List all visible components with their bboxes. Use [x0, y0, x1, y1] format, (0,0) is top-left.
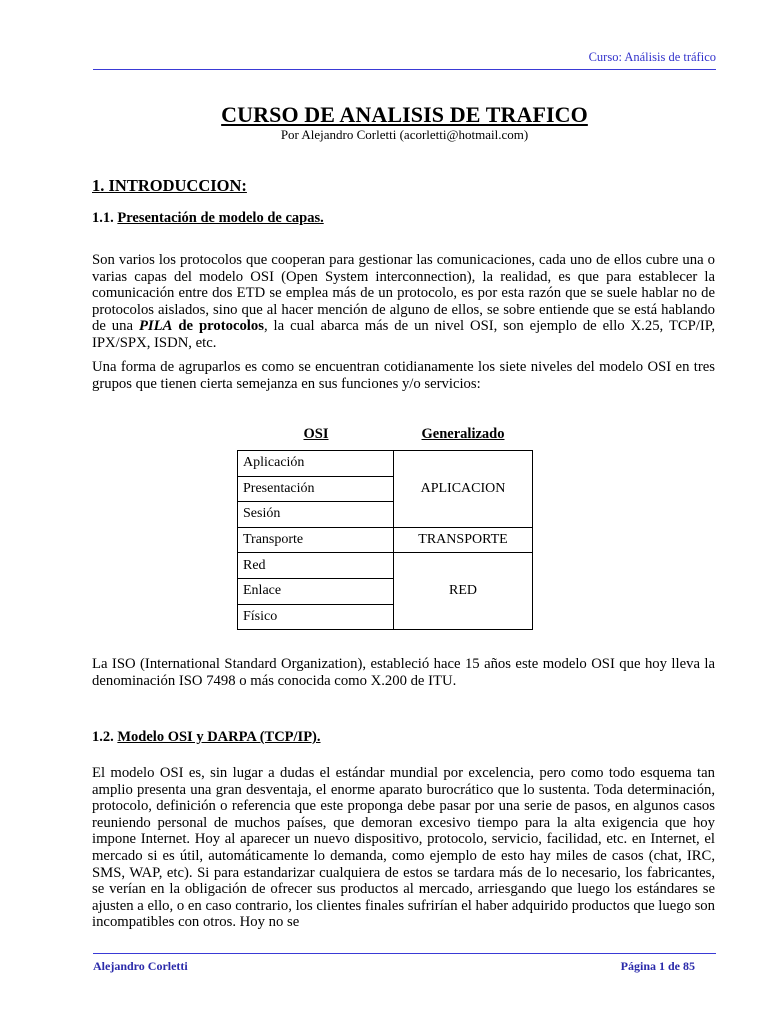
layer-cell: Transporte	[238, 527, 394, 553]
layer-cell: Sesión	[238, 502, 394, 528]
subsection-number: 1.1.	[92, 210, 114, 226]
paragraph-text-end: , la cual abarca más de un nivel OSI, son ejemplo de ello X.25, TCP/IP, IPX/SPX, ISDN, etc.	[92, 318, 715, 351]
protocol-stack-bold: de protocolos	[172, 318, 264, 335]
subsection-heading-1-1	[92, 210, 324, 227]
subsection-number: 1.2.	[92, 729, 114, 745]
osi-layers-table	[237, 450, 533, 630]
group-cell-aplicacion: APLICACION	[394, 451, 533, 528]
footer-rule	[93, 953, 716, 954]
layer-cell: Red	[238, 553, 394, 579]
paragraph-text: Son varios los protocolos que cooperan para gestionar las comunicaciones, cada uno de ellos cubre una o varias capas del modelo OSI (Open System interconnection), la realidad, es que para establecer la comunicación entre dos ETD se emplea más de un protocolo, es por esta razón que se suele hablar no de protocolos aislados, sino que al hacer mención de alguno de ellos, se sobre entiende que se está hablando de una	[92, 252, 715, 335]
footer-page-number: Página 1 de 85	[620, 959, 695, 973]
running-header: Curso: Análisis de tráfico	[588, 50, 716, 64]
layer-cell: Presentación	[238, 476, 394, 502]
header-rule	[93, 69, 716, 70]
section-heading-introduccion: 1. INTRODUCCION:	[92, 176, 247, 195]
group-cell-transporte: TRANSPORTE	[394, 527, 533, 553]
author-byline: Por Alejandro Corletti (acorletti@hotmail.com)	[280, 127, 529, 142]
footer-author: Alejandro Corletti	[93, 959, 188, 973]
layer-cell: Aplicación	[238, 451, 394, 477]
paragraph-osi-darpa: El modelo OSI es, sin lugar a dudas el estándar mundial por excelencia, pero como todo esquema tan amplio presenta una gran desventaja, el enorme aparato burocrático que lo sustenta. Toda determinación, protocolo, definición o referencia que este proponga debe pasar por una serie de pasos, en algunos casos reuniendo personal de muchos países, que demoran excesivo tiempo para la alta exigencia que hoy impone Internet. Hoy al aparecer un nuevo dispositivo, protocolo, servicio, facilidad, etc. en Internet, el mercado si es útil, automáticamente lo demanda, como ejemplo de esto hay miles de casos (chat, IRC, SMS, WAP, etc). Si para estandarizar cualquiera de estos se tardara más de lo necesario, los fabricantes, se verían en la obligación de ofrecer sus productos al mercado, arriesgando que luego los estándares se ajusten a ello, o en caso contrario, los clientes finales sufrirían el haber adquirido productos que luego son incompatibles con otros. Hoy no se	[92, 765, 715, 931]
subsection-title: Presentación de modelo de capas.	[117, 210, 324, 226]
table-row	[238, 451, 533, 477]
table-row	[238, 553, 533, 579]
table-header-osi: OSI	[303, 426, 329, 442]
table-row	[238, 527, 533, 553]
group-cell-red: RED	[394, 553, 533, 630]
paragraph-grouping: Una forma de agruparlos es como se encuentran cotidianamente los siete niveles del modelo OSI en tres grupos que tienen cierta semejanza en sus funciones y/o servicios:	[92, 359, 715, 392]
document-title: CURSO DE ANALISIS DE TRAFICO	[221, 102, 588, 127]
paragraph-protocols	[92, 252, 715, 352]
paragraph-iso: La ISO (International Standard Organization), estableció hace 15 años este modelo OSI que hoy lleva la denominación ISO 7498 o más conocida como X.200 de ITU.	[92, 656, 715, 689]
pila-emphasis: PILA	[138, 318, 173, 335]
table-header-generalizado: Generalizado	[421, 426, 505, 442]
subsection-title: Modelo OSI y DARPA (TCP/IP).	[117, 729, 321, 745]
subsection-heading-1-2	[92, 729, 321, 746]
layer-cell: Enlace	[238, 578, 394, 604]
layer-cell: Físico	[238, 604, 394, 630]
